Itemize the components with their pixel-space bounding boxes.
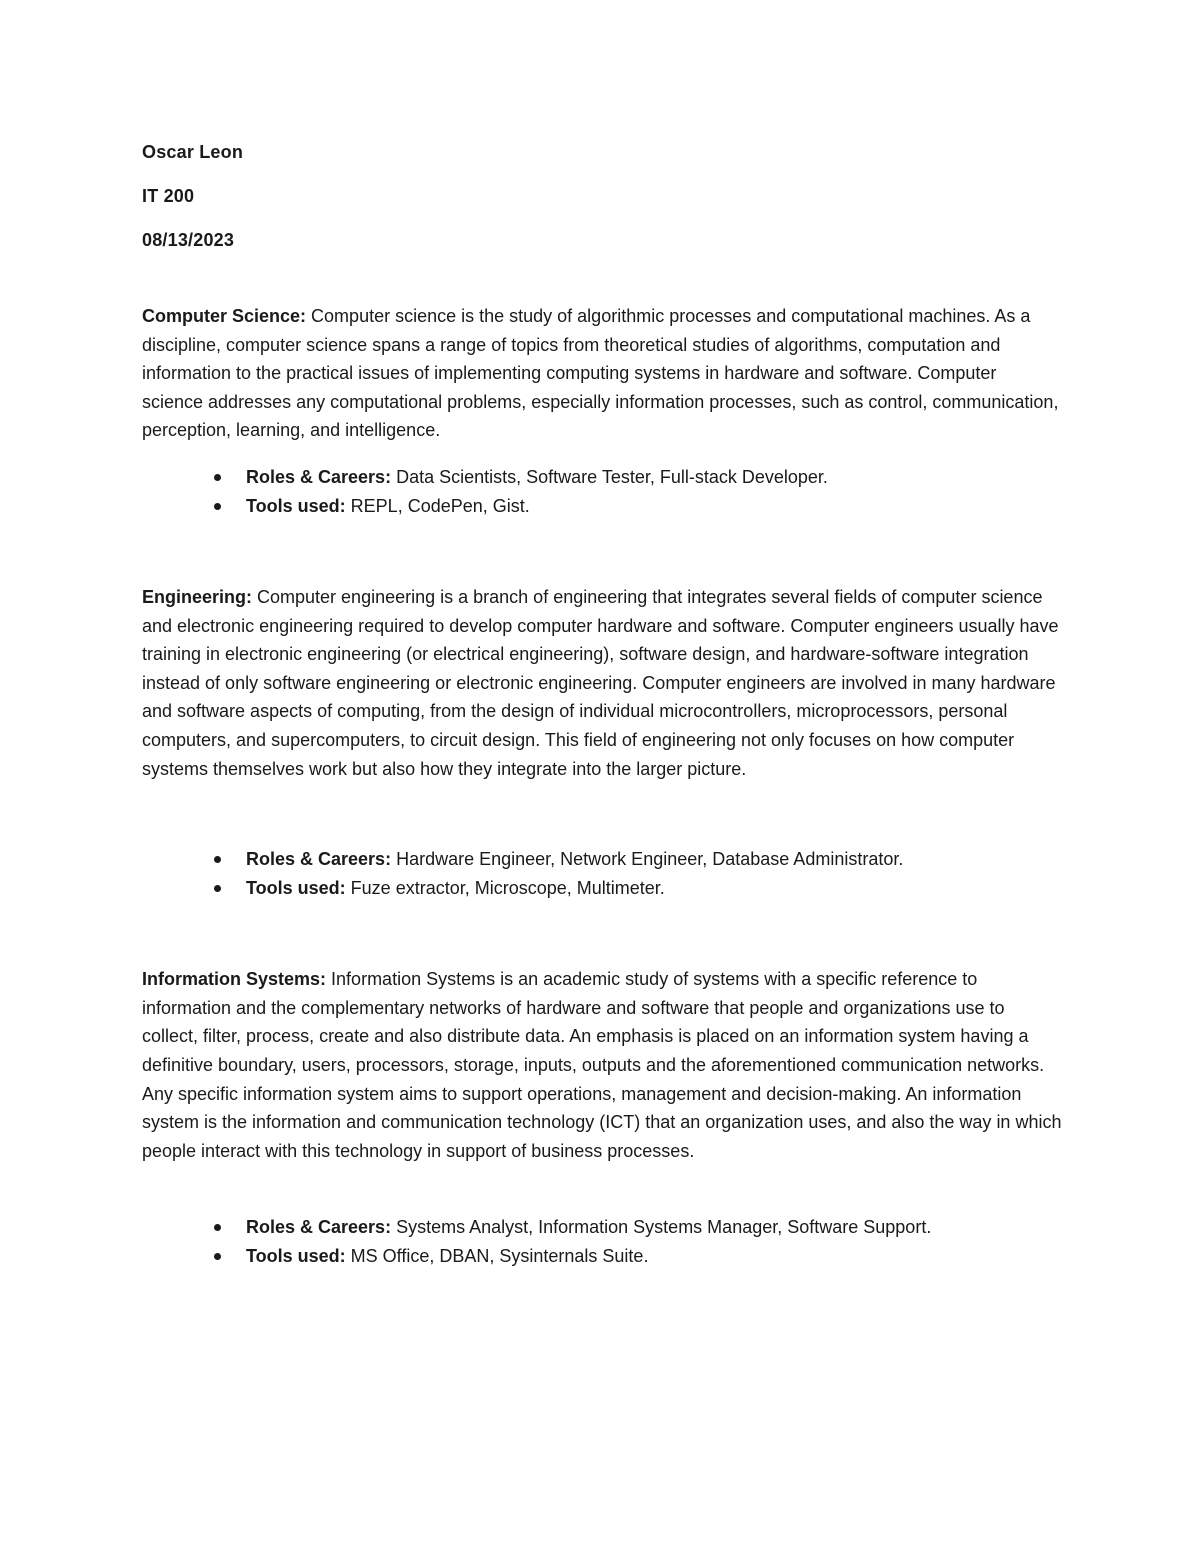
list-item-roles bbox=[142, 845, 1062, 874]
roles-text: Systems Analyst, Information Systems Manager, Software Support. bbox=[391, 1217, 932, 1238]
section-paragraph bbox=[142, 302, 1062, 445]
section-engineering bbox=[142, 583, 1062, 903]
list-item-roles bbox=[142, 1213, 1062, 1242]
roles-text: Hardware Engineer, Network Engineer, Database Administrator. bbox=[391, 849, 904, 870]
tools-label: Tools used: bbox=[246, 495, 346, 516]
roles-label: Roles & Careers: bbox=[246, 849, 392, 870]
section-paragraph bbox=[142, 965, 1062, 1165]
list-item-roles bbox=[142, 463, 1062, 492]
bullet-icon bbox=[214, 503, 221, 510]
tools-label: Tools used: bbox=[246, 1246, 346, 1267]
course-code: IT 200 bbox=[142, 186, 195, 206]
list-item-tools bbox=[142, 492, 1062, 521]
section-title: Information Systems: bbox=[142, 969, 327, 990]
tools-text: REPL, CodePen, Gist. bbox=[345, 495, 530, 516]
list-item-tools bbox=[142, 874, 1062, 903]
author-name: Oscar Leon bbox=[142, 142, 244, 162]
section-paragraph bbox=[142, 583, 1062, 783]
bullet-icon bbox=[214, 474, 221, 481]
roles-text: Data Scientists, Software Tester, Full-stack Developer. bbox=[391, 466, 828, 487]
bullet-list bbox=[142, 1213, 1062, 1271]
bullet-list bbox=[142, 463, 1062, 521]
bullet-list bbox=[142, 845, 1062, 903]
section-title: Engineering: bbox=[142, 586, 253, 607]
section-body: Computer engineering is a branch of engineering that integrates several fields of computer science and electronic engineering required to develop computer hardware and software. Computer engineers usually have training in electronic engineering (or electrical engineering), software design, and hardware-software integration instead of only software engineering or electronic engineering. Computer engineers are involved in many hardware and software aspects of computing, from the design of individual microcontrollers, microprocessors, personal computers, and supercomputers, to circuit design. This field of engineering not only focuses on how computer systems themselves work but also how they integrate into the larger picture. bbox=[142, 586, 1059, 779]
list-item-tools bbox=[142, 1242, 1062, 1271]
section-computer-science bbox=[142, 302, 1062, 521]
bullet-icon bbox=[214, 1253, 221, 1260]
section-body: Computer science is the study of algorithmic processes and computational machines. As a discipline, computer science spans a range of topics from theoretical studies of algorithms, computation and information to the practical issues of implementing computing systems in hardware and software. Computer science addresses any computational problems, especially information processes, such as control, communication, perception, learning, and intelligence. bbox=[142, 306, 1059, 441]
section-title: Computer Science: bbox=[142, 306, 307, 326]
document-content bbox=[142, 138, 1062, 1271]
roles-label: Roles & Careers: bbox=[246, 466, 392, 487]
tools-text: Fuze extractor, Microscope, Multimeter. bbox=[345, 878, 665, 899]
bullet-icon bbox=[214, 1224, 221, 1231]
tools-label: Tools used: bbox=[246, 878, 346, 899]
section-body: Information Systems is an academic study of systems with a specific reference to information and the complementary networks of hardware and software that people and organizations use to collect, filter, process, create and also distribute data. An emphasis is placed on an information system having a definitive boundary, users, processors, storage, inputs, outputs and the aforementioned communication networks. Any specific information system aims to support operations, management and decision-making. An information system is the information and communication technology (ICT) that an organization uses, and also the way in which people interact with this technology in support of business processes. bbox=[142, 969, 1062, 1161]
bullet-icon bbox=[214, 856, 221, 863]
document-date: 08/13/2023 bbox=[142, 230, 235, 250]
bullet-icon bbox=[214, 885, 221, 892]
tools-text: MS Office, DBAN, Sysinternals Suite. bbox=[345, 1246, 649, 1267]
roles-label: Roles & Careers: bbox=[246, 1217, 392, 1238]
section-information-systems bbox=[142, 965, 1062, 1271]
